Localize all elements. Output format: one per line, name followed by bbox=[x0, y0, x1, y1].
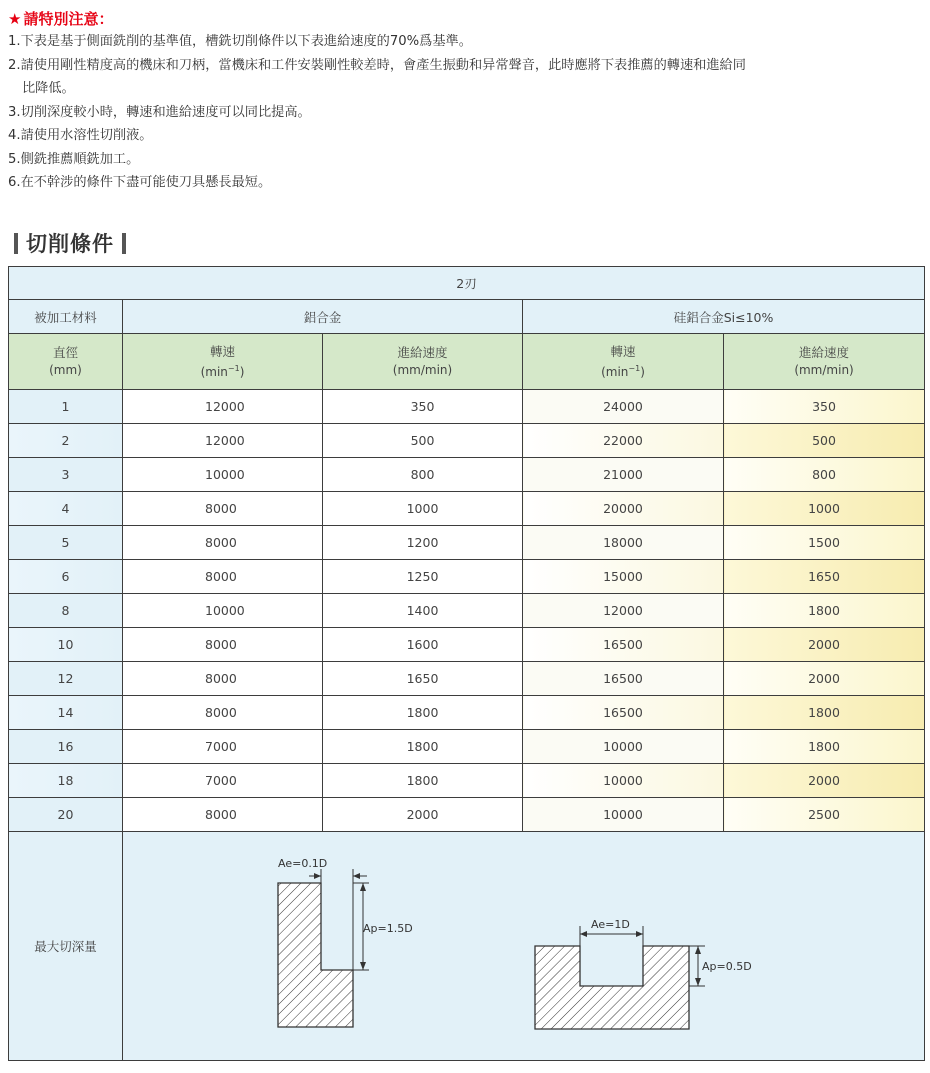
feed-aluminum-cell: 1400 bbox=[323, 594, 523, 628]
diameter-cell: 14 bbox=[9, 696, 123, 730]
feed-aluminum-cell: 1600 bbox=[323, 628, 523, 662]
speed-aluminum-cell: 8000 bbox=[123, 526, 323, 560]
header-feed-unit: (mm/min) bbox=[392, 363, 453, 377]
flutes-cell: 2刃 bbox=[9, 267, 925, 300]
feed-silicon-aluminum-cell: 1000 bbox=[724, 492, 925, 526]
diameter-cell: 4 bbox=[9, 492, 123, 526]
feed-aluminum-cell: 1650 bbox=[323, 662, 523, 696]
speed-silicon-aluminum-cell: 22000 bbox=[523, 424, 724, 458]
speed-aluminum-cell: 8000 bbox=[123, 628, 323, 662]
notice-section bbox=[8, 8, 923, 195]
speed-unit-exp: −1 bbox=[628, 363, 641, 373]
speed-unit-close: ) bbox=[640, 364, 645, 379]
notice-item-continuation: 比降低。 bbox=[22, 81, 75, 96]
speed-unit-exp: −1 bbox=[227, 363, 240, 373]
diameter-cell: 12 bbox=[9, 662, 123, 696]
notice-item bbox=[8, 30, 923, 54]
diameter-cell: 1 bbox=[9, 390, 123, 424]
diameter-cell: 2 bbox=[9, 424, 123, 458]
ap-arrow-bottom bbox=[360, 962, 366, 970]
slot-ap-label: Ap=0.5D bbox=[702, 960, 752, 973]
notice-item-text: 請使用水溶性切削液。 bbox=[20, 128, 153, 143]
cutting-conditions-table bbox=[8, 266, 925, 1061]
speed-silicon-aluminum-cell: 21000 bbox=[523, 458, 724, 492]
feed-silicon-aluminum-cell: 2500 bbox=[724, 798, 925, 832]
notice-item bbox=[8, 101, 923, 125]
header-feed-2 bbox=[724, 334, 925, 390]
depth-diagram bbox=[123, 833, 923, 1059]
header-feed-1 bbox=[323, 334, 523, 390]
speed-silicon-aluminum-cell: 16500 bbox=[523, 662, 724, 696]
table-row bbox=[9, 662, 925, 696]
notice-item-text: 在不幹涉的條件下盡可能使刀具懸長最短。 bbox=[20, 175, 272, 190]
notice-item-number: 3. bbox=[8, 104, 21, 120]
diameter-cell: 18 bbox=[9, 764, 123, 798]
header-speed-unit bbox=[601, 365, 645, 379]
speed-aluminum-cell: 7000 bbox=[123, 764, 323, 798]
diameter-cell: 6 bbox=[9, 560, 123, 594]
speed-unit-close: ) bbox=[239, 364, 245, 379]
material-label-cell: 被加工材料 bbox=[9, 300, 123, 334]
table-row bbox=[9, 390, 925, 424]
notice-item-text: 下表是基于側面銑削的基準值，槽銑切削條件以下表進給速度的70%爲基準。 bbox=[20, 34, 472, 49]
feed-aluminum-cell: 1200 bbox=[323, 526, 523, 560]
diameter-cell: 3 bbox=[9, 458, 123, 492]
ae-arrow-right bbox=[353, 873, 360, 879]
table-row bbox=[9, 560, 925, 594]
slot-ap-arrow-bottom bbox=[695, 978, 701, 986]
feed-silicon-aluminum-cell: 2000 bbox=[724, 628, 925, 662]
speed-aluminum-cell: 7000 bbox=[123, 730, 323, 764]
feed-silicon-aluminum-cell: 1800 bbox=[724, 594, 925, 628]
speed-silicon-aluminum-cell: 16500 bbox=[523, 696, 724, 730]
flutes-row bbox=[9, 267, 925, 300]
ap-arrow-top bbox=[360, 883, 366, 891]
speed-aluminum-cell: 12000 bbox=[123, 390, 323, 424]
notice-title bbox=[8, 8, 923, 30]
notice-item bbox=[8, 148, 923, 172]
slot-ae-arrow-left bbox=[580, 931, 587, 937]
feed-aluminum-cell: 1800 bbox=[323, 696, 523, 730]
speed-aluminum-cell: 10000 bbox=[123, 458, 323, 492]
title-bar-right bbox=[122, 233, 126, 254]
diameter-cell: 10 bbox=[9, 628, 123, 662]
feed-aluminum-cell: 800 bbox=[323, 458, 523, 492]
feed-aluminum-cell: 1000 bbox=[323, 492, 523, 526]
table-row bbox=[9, 458, 925, 492]
speed-silicon-aluminum-cell: 12000 bbox=[523, 594, 724, 628]
depth-diagram-cell bbox=[123, 832, 925, 1061]
speed-aluminum-cell: 8000 bbox=[123, 662, 323, 696]
feed-aluminum-cell: 350 bbox=[323, 390, 523, 424]
section-title bbox=[14, 228, 126, 258]
max-depth-label: 最大切深量 bbox=[9, 832, 123, 1061]
material-row bbox=[9, 300, 925, 334]
header-speed-2 bbox=[523, 334, 724, 390]
header-feed-unit: (mm/min) bbox=[794, 363, 854, 377]
title-bar-left bbox=[14, 233, 18, 254]
notice-item bbox=[8, 54, 923, 101]
speed-aluminum-cell: 10000 bbox=[123, 594, 323, 628]
header-diameter bbox=[9, 334, 123, 390]
side-milling-workpiece bbox=[278, 883, 353, 1027]
feed-silicon-aluminum-cell: 1650 bbox=[724, 560, 925, 594]
notice-item-text: 切削深度較小時，轉速和進給速度可以同比提高。 bbox=[20, 104, 311, 120]
table-row bbox=[9, 730, 925, 764]
section-title-text: 切削條件 bbox=[26, 232, 114, 256]
speed-aluminum-cell: 8000 bbox=[123, 798, 323, 832]
feed-aluminum-cell: 1800 bbox=[323, 730, 523, 764]
notice-title-text: 請特別注意： bbox=[23, 10, 114, 28]
table-row bbox=[9, 628, 925, 662]
notice-item-number: 4. bbox=[8, 128, 21, 143]
header-diameter-unit: (mm) bbox=[49, 363, 82, 377]
speed-silicon-aluminum-cell: 10000 bbox=[523, 764, 724, 798]
header-diameter-label: 直徑 bbox=[52, 345, 78, 360]
speed-silicon-aluminum-cell: 16500 bbox=[523, 628, 724, 662]
header-feed-label: 進給速度 bbox=[397, 345, 448, 360]
notice-item-text: 側銑推薦順銑加工。 bbox=[20, 151, 140, 167]
header-speed-label: 轉速 bbox=[610, 343, 636, 359]
max-depth-row bbox=[9, 832, 925, 1061]
slot-ap-arrow-top bbox=[695, 946, 701, 954]
table-row bbox=[9, 526, 925, 560]
diameter-cell: 16 bbox=[9, 730, 123, 764]
notice-item bbox=[8, 124, 923, 148]
diameter-cell: 5 bbox=[9, 526, 123, 560]
table-row bbox=[9, 424, 925, 458]
speed-aluminum-cell: 8000 bbox=[123, 696, 323, 730]
slot-milling-workpiece bbox=[535, 946, 689, 1029]
feed-silicon-aluminum-cell: 350 bbox=[724, 390, 925, 424]
speed-unit-base: (min bbox=[200, 364, 228, 379]
star-icon: ★ bbox=[8, 10, 22, 28]
material-aluminum-cell: 鋁合金 bbox=[123, 300, 523, 334]
ae-arrow-left bbox=[314, 873, 321, 879]
feed-aluminum-cell: 2000 bbox=[323, 798, 523, 832]
header-feed-label: 進給速度 bbox=[799, 345, 850, 360]
notice-list bbox=[8, 30, 923, 195]
speed-aluminum-cell: 8000 bbox=[123, 492, 323, 526]
notice-item bbox=[8, 171, 923, 195]
header-speed-unit bbox=[201, 365, 245, 379]
feed-silicon-aluminum-cell: 800 bbox=[724, 458, 925, 492]
speed-aluminum-cell: 8000 bbox=[123, 560, 323, 594]
material-silicon-aluminum-cell: 硅鋁合金Si≤10% bbox=[523, 300, 925, 334]
feed-silicon-aluminum-cell: 1500 bbox=[724, 526, 925, 560]
speed-silicon-aluminum-cell: 18000 bbox=[523, 526, 724, 560]
table-row bbox=[9, 492, 925, 526]
feed-silicon-aluminum-cell: 2000 bbox=[724, 764, 925, 798]
slot-ae-label: Ae=1D bbox=[591, 918, 630, 931]
speed-silicon-aluminum-cell: 10000 bbox=[523, 730, 724, 764]
speed-unit-base: (min bbox=[601, 364, 629, 379]
feed-silicon-aluminum-cell: 2000 bbox=[724, 662, 925, 696]
slot-ae-arrow-right bbox=[636, 931, 643, 937]
notice-item-number: 1. bbox=[8, 34, 21, 49]
table-row bbox=[9, 594, 925, 628]
feed-silicon-aluminum-cell: 1800 bbox=[724, 730, 925, 764]
speed-silicon-aluminum-cell: 10000 bbox=[523, 798, 724, 832]
header-speed-1 bbox=[123, 334, 323, 390]
side-ap-label: Ap=1.5D bbox=[363, 922, 413, 935]
feed-aluminum-cell: 1800 bbox=[323, 764, 523, 798]
feed-aluminum-cell: 1250 bbox=[323, 560, 523, 594]
speed-aluminum-cell: 12000 bbox=[123, 424, 323, 458]
feed-silicon-aluminum-cell: 500 bbox=[724, 424, 925, 458]
feed-silicon-aluminum-cell: 1800 bbox=[724, 696, 925, 730]
speed-silicon-aluminum-cell: 15000 bbox=[523, 560, 724, 594]
header-speed-label: 轉速 bbox=[209, 343, 235, 359]
notice-item-number: 6. bbox=[8, 175, 21, 190]
side-ae-label: Ae=0.1D bbox=[278, 857, 328, 870]
diameter-cell: 8 bbox=[9, 594, 123, 628]
diameter-cell: 20 bbox=[9, 798, 123, 832]
table-row bbox=[9, 798, 925, 832]
notice-item-text: 請使用剛性精度高的機床和刀柄，當機床和工件安裝剛性較差時，會產生振動和异常聲音，此時應將下表推薦的轉速和進給同 bbox=[20, 57, 746, 73]
speed-silicon-aluminum-cell: 24000 bbox=[523, 390, 724, 424]
table-row bbox=[9, 764, 925, 798]
table-row bbox=[9, 696, 925, 730]
notice-item-number: 2. bbox=[8, 57, 21, 73]
notice-item-number: 5. bbox=[8, 151, 21, 167]
speed-silicon-aluminum-cell: 20000 bbox=[523, 492, 724, 526]
header-row bbox=[9, 334, 925, 390]
feed-aluminum-cell: 500 bbox=[323, 424, 523, 458]
